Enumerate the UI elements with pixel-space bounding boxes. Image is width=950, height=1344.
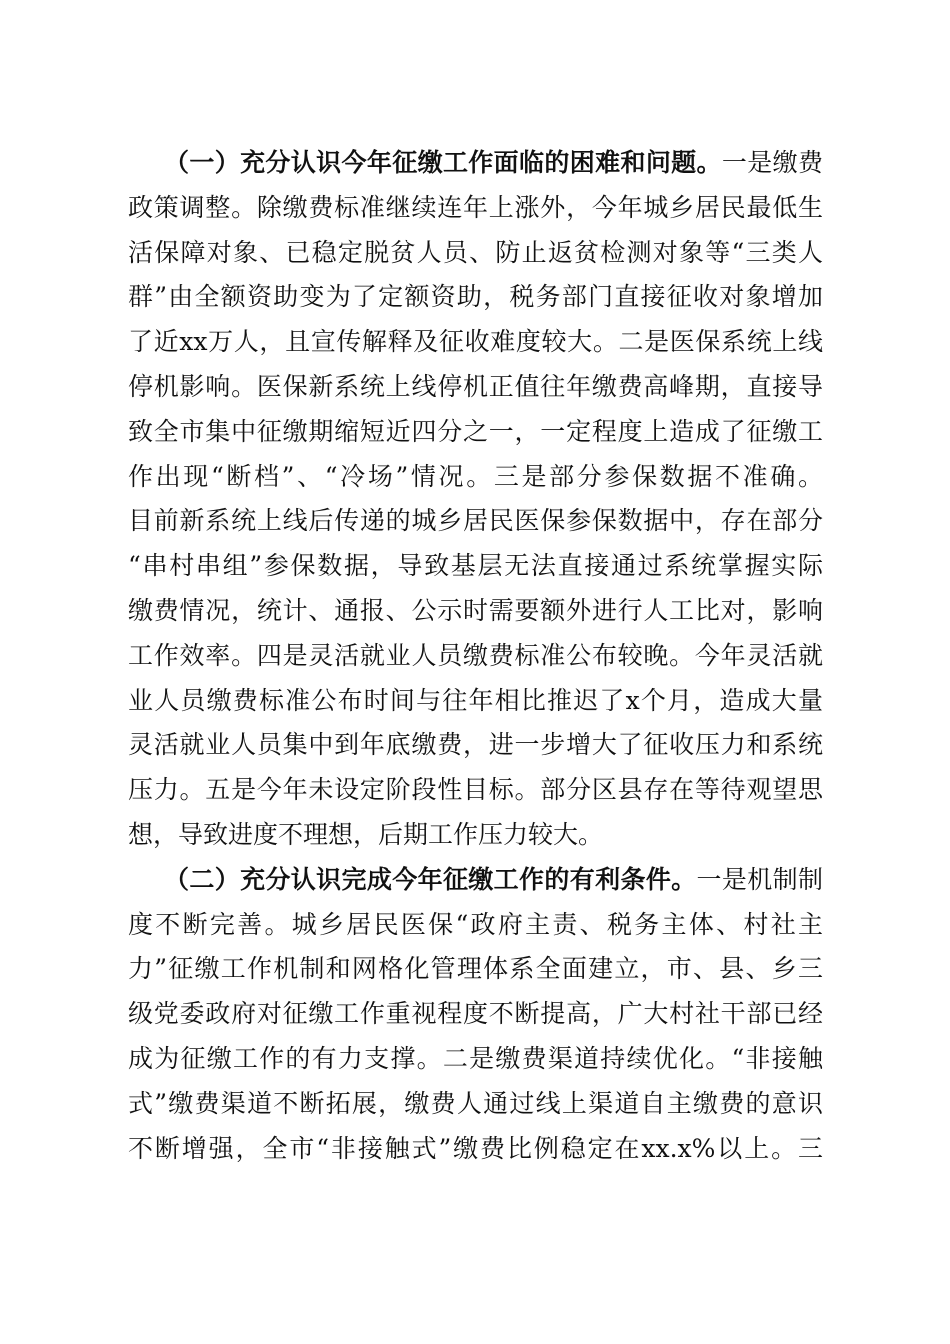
text-line: 度不断完善。城乡居民医保“政府主责、税务主体、村社主 [128, 909, 823, 939]
text-line: 缴费情况，统计、通报、公示时需要额外进行人工比对，影响 [128, 595, 823, 625]
document-body [128, 141, 823, 1171]
paragraph-1 [128, 141, 823, 858]
text-line: 一是机制制 [696, 864, 823, 894]
text-line: 停机影响。医保新系统上线停机正值往年缴费高峰期，直接导 [128, 371, 823, 401]
text-line: 想，导致进度不理想，后期工作压力较大。 [128, 819, 604, 849]
text-line: 了近xx万人，且宣传解释及征收难度较大。二是医保系统上线 [128, 327, 823, 357]
text-line: 一是缴费 [721, 148, 823, 177]
text-line: 业人员缴费标准公布时间与往年相比推迟了x个月，造成大量 [128, 685, 823, 715]
text-line: 政策调整。除缴费标准继续连年上涨外，今年城乡居民最低生 [128, 192, 823, 222]
text-line: 式”缴费渠道不断拓展，缴费人通过线上渠道自主缴费的意识 [128, 1088, 823, 1118]
text-line: 力”征缴工作机制和网格化管理体系全面建立，市、县、乡三 [128, 954, 823, 984]
text-line: 活保障对象、已稳定脱贫人员、防止返贫检测对象等“三类人 [128, 237, 823, 267]
paragraph-first-line [128, 141, 823, 186]
paragraph-heading: （一）充分认识今年征缴工作面临的困难和问题。 [164, 148, 722, 177]
text-line: “串村串组”参保数据，导致基层无法直接通过系统掌握实际 [128, 551, 823, 581]
text-line: 不断增强，全市“非接触式”缴费比例稳定在xx.x%以上。三 [128, 1133, 823, 1163]
text-line: 灵活就业人员集中到年底缴费，进一步增大了征收压力和系统 [128, 730, 823, 760]
text-line: 群”由全额资助变为了定额资助，税务部门直接征收对象增加 [128, 282, 823, 312]
paragraph-heading: （二）充分认识完成今年征缴工作的有利条件。 [164, 864, 697, 894]
text-line: 级党委政府对征缴工作重视程度不断提高，广大村社干部已经 [128, 999, 823, 1029]
text-line: 目前新系统上线后传递的城乡居民医保参保数据中，存在部分 [128, 506, 823, 536]
text-line: 工作效率。四是灵活就业人员缴费标准公布较晚。今年灵活就 [128, 640, 823, 670]
text-line: 致全市集中征缴期缩短近四分之一，一定程度上造成了征缴工 [128, 416, 823, 446]
text-line: 压力。五是今年未设定阶段性目标。部分区县存在等待观望思 [128, 775, 823, 805]
paragraph-first-line [128, 858, 823, 903]
paragraph-2 [128, 858, 823, 1172]
text-line: 成为征缴工作的有力支撑。二是缴费渠道持续优化。“非接触 [128, 1043, 823, 1073]
text-line: 作出现“断档”、“冷场”情况。三是部分参保数据不准确。 [128, 461, 823, 491]
